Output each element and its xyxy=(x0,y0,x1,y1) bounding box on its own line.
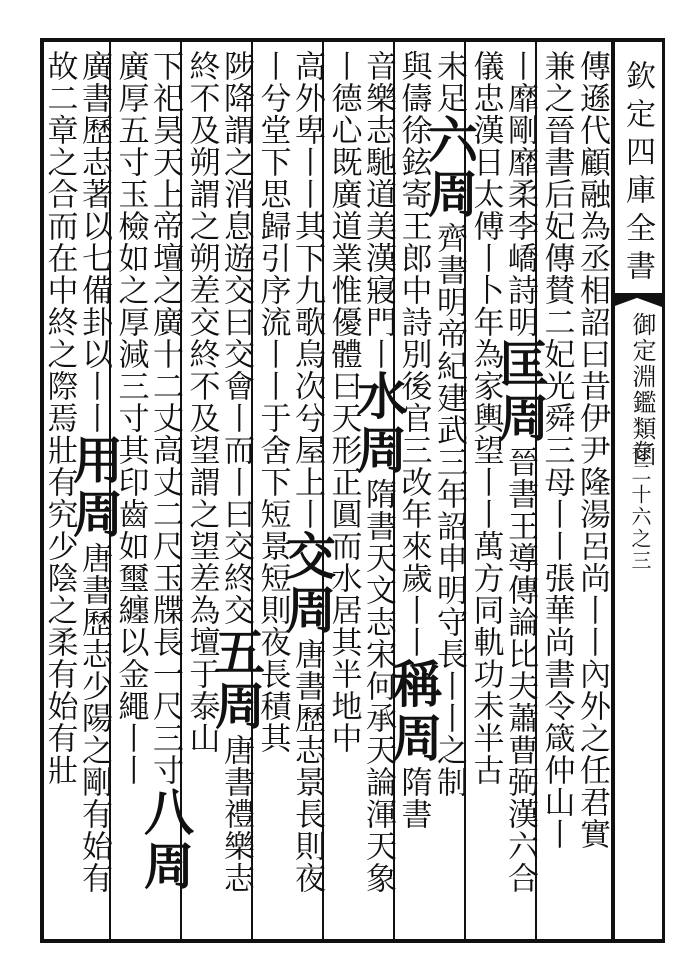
text-column xyxy=(254,50,290,935)
column-text: 兼之晉書后妃傳賛二妃光舜三母丨丨張華尚書令箴仲山丨 xyxy=(538,50,575,850)
volume-label: 卷二十六之三 xyxy=(628,440,652,572)
text-column xyxy=(325,50,361,935)
column-text: 廣厚五寸玉檢如之厚減三寸其印齒如璽纏以金繩丨丨 xyxy=(112,50,149,786)
column-text: 丨靡剛靡柔李嶠詩明 xyxy=(502,50,538,338)
column-text: 齊書明帝紀建武三年詔申明守長丨丨之制 xyxy=(431,222,467,798)
text-column xyxy=(349,50,408,935)
heading-term: 用周 xyxy=(65,434,124,542)
column-text: 傳遜代顧融為丞相詔曰昔伊尹隆湯呂尚丨丨內外之任君實 xyxy=(574,50,610,850)
column-text: 徐鉉寄王郎中詩別後官三改年來歲丨丨 xyxy=(395,114,432,658)
column-text: 與儔 xyxy=(395,50,432,114)
heading-term: 稱周 xyxy=(384,658,444,766)
column-text: 丨德心既廣道業惟優 xyxy=(325,50,362,338)
column-text: 下祀昊天上帝壇之廣十二丈高丈二尺玉牒長一尺三寸 xyxy=(147,50,183,786)
heading-term: 五周 xyxy=(207,626,266,734)
text-column xyxy=(574,50,610,935)
column-text: 壯有究少陰之柔有始有壯 xyxy=(41,434,78,786)
text-column xyxy=(491,50,550,935)
column-text: 儀忠漢日太傅丨卜年 xyxy=(467,50,504,338)
column-text: 終不及朔謂之朔差交終不及望謂之望差 xyxy=(183,50,220,594)
column-text: 廣書歷志著以七備卦以丨丨 xyxy=(76,50,112,434)
column-text: 隋書天文志宋何承天論渾天象 xyxy=(360,478,396,894)
text-column xyxy=(538,50,574,935)
column-text: 短景短則夜長積其 xyxy=(254,498,291,754)
text-column xyxy=(136,50,195,935)
text-column xyxy=(384,50,444,935)
column-text: 故二章之合而在中終之際焉 xyxy=(41,50,78,434)
text-column xyxy=(207,50,266,935)
heading-term: 交周 xyxy=(278,530,337,638)
column-text: 唐書禮樂志 xyxy=(218,734,254,894)
text-column xyxy=(41,50,77,935)
text-column xyxy=(65,50,124,935)
heading-term: 八周 xyxy=(136,786,195,894)
column-text: 為家輿望丨丨萬方同軌功未半古 xyxy=(467,338,504,786)
column-text: 音樂志馳道美漢寢門丨 xyxy=(360,50,396,370)
column-text: 陟降謂之消息遊交曰交會丨而丨曰交終交 xyxy=(218,50,254,626)
collection-title: 欽定四庫全書 xyxy=(620,60,655,288)
column-text: 唐書歷志景長則夜 xyxy=(289,638,325,894)
column-text: 未足 xyxy=(431,50,467,114)
column-text: 隋書 xyxy=(395,766,432,830)
column-text: 丨兮堂下思歸引序流丨丨于舍下 xyxy=(254,50,291,498)
column-text: 體曰天形正圓而水居其半地中 xyxy=(325,338,362,754)
text-column xyxy=(278,50,337,935)
column-text: 唐書歷志少陽之剛有始有 xyxy=(76,542,112,894)
text-column xyxy=(420,50,479,935)
heading-term: 六周 xyxy=(420,114,479,222)
heading-term: 水周 xyxy=(349,370,408,478)
column-text: 為壇于泰山 xyxy=(183,594,220,754)
column-text: 晉書王導傳論比夫蕭曹弼漢六合 xyxy=(502,446,538,894)
book-title: 御定淵鑑類函 xyxy=(628,312,656,468)
column-text: 高外卑丨丨其下九歌烏次兮屋上丨 xyxy=(289,50,325,530)
heading-term: 匡周 xyxy=(491,338,550,446)
